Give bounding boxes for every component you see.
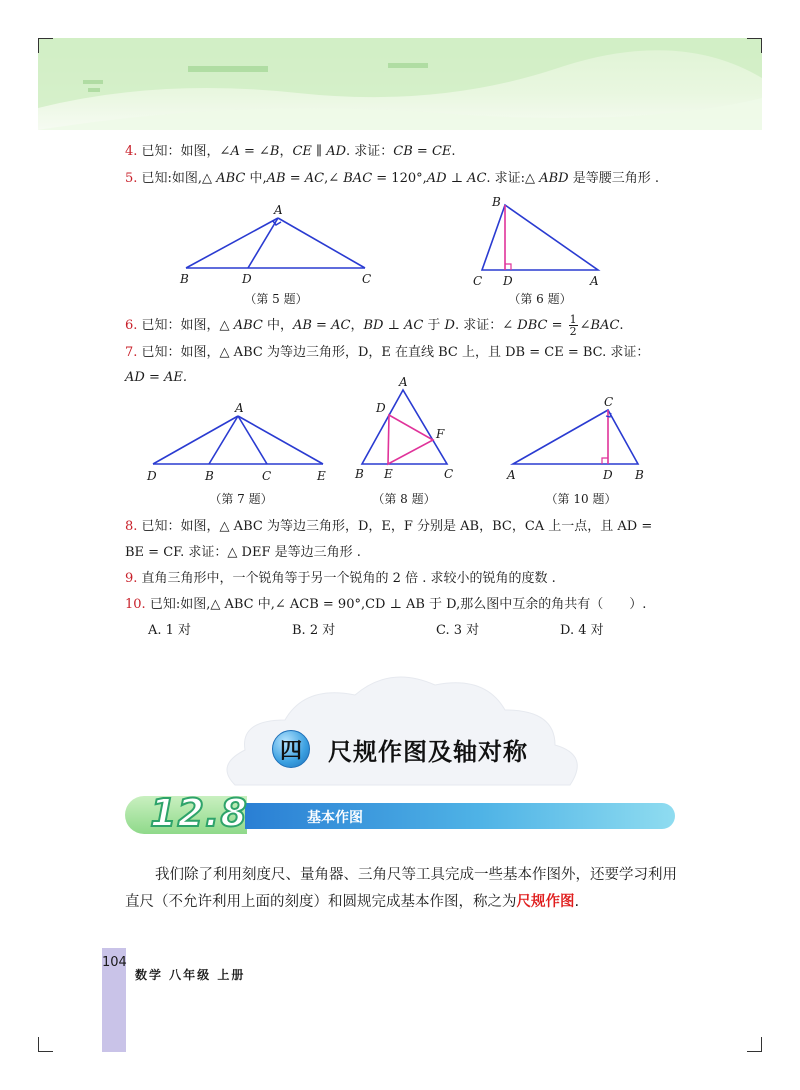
problem-7-line-2: AD = AE.	[125, 370, 187, 385]
var: AD	[326, 144, 347, 159]
fig7-label: E	[317, 469, 326, 483]
var: A	[230, 144, 240, 159]
text: =	[311, 318, 332, 333]
text: 已知:如图,△ ABC 中,∠ ACB = 90°,CD ⊥ AB 于 D,那么图中互余的角共有（ ）.	[149, 597, 647, 612]
fig5-label: D	[242, 272, 252, 286]
fig8-label: F	[436, 427, 445, 441]
text: 于	[423, 318, 445, 333]
problem-number: 4.	[125, 144, 138, 159]
fig5-label: B	[180, 272, 189, 286]
page-number: 104	[102, 955, 127, 970]
var: AC	[403, 318, 424, 333]
var: B	[269, 144, 280, 159]
var: CE	[431, 144, 452, 159]
figure-6-caption: （第 6 题）	[508, 292, 572, 306]
fig5-line-ab	[186, 218, 278, 268]
text: = 120°,	[372, 171, 427, 186]
fig6-label: B	[492, 195, 501, 209]
subsection-title: 基本作图	[307, 810, 363, 826]
fig6-label: A	[590, 274, 599, 288]
figure-10	[505, 396, 655, 486]
denominator: 2	[569, 325, 577, 338]
text: 已知：如图，△ ABC 为等边三角形，D，E，F 分别是 AB，BC，CA 上一点，且 AD =	[141, 519, 653, 534]
fig8-label: B	[355, 467, 364, 481]
text: 直角三角形中，一个锐角等于另一个锐角的 2 倍 . 求较小的锐角的度数 .	[141, 571, 556, 586]
option-a: A. 1 对	[148, 623, 192, 638]
problem-6	[125, 314, 624, 337]
figure-8	[352, 376, 462, 486]
paragraph-end: .	[574, 894, 580, 910]
problem-8-line-2: BE = CF. 求证：△ DEF 是等边三角形 .	[125, 545, 361, 560]
var: ABD	[539, 171, 569, 186]
problem-number: 5.	[125, 171, 138, 186]
var: D	[444, 318, 455, 333]
problem-5	[125, 169, 659, 189]
text: =	[547, 318, 567, 333]
problem-8-line-1	[125, 517, 652, 537]
problem-number: 7.	[125, 345, 138, 360]
option-d: D. 4 对	[560, 623, 604, 638]
option-c: C. 3 对	[436, 623, 480, 638]
section-title: 尺规作图及轴对称	[328, 737, 528, 766]
var: AC	[331, 318, 351, 333]
figure-10-caption: （第 10 题）	[545, 492, 617, 506]
text: ，	[350, 318, 364, 333]
crop-mark	[38, 38, 53, 53]
fig7-label: C	[262, 469, 272, 483]
text: =	[412, 144, 432, 159]
text: . 求证：	[346, 144, 394, 159]
crop-mark	[38, 1037, 53, 1052]
fig6-label: C	[473, 274, 483, 288]
figure-7	[145, 400, 335, 485]
fig10-label: D	[603, 468, 613, 482]
fig5-label: A	[274, 203, 283, 217]
section-heading	[272, 730, 528, 768]
text: .	[619, 318, 624, 333]
problem-4	[125, 142, 456, 162]
text: 中，	[262, 318, 293, 333]
text: . 求证:△	[486, 171, 540, 186]
figure-5	[180, 205, 380, 285]
fig10-label: C	[604, 395, 614, 409]
fig10-label: B	[635, 468, 644, 482]
text: . 求证：∠	[454, 318, 518, 333]
text: ⊥	[446, 171, 468, 186]
text: 已知：如图，△ ABC 为等边三角形，D，E 在直线 BC 上，且 DB = CE = BC. 求证：	[141, 345, 650, 360]
fig7-label: B	[205, 469, 214, 483]
text: ∠	[579, 318, 591, 333]
crop-mark	[747, 38, 762, 53]
fig7-line-ad	[153, 416, 238, 464]
fig7-line-ab	[209, 416, 238, 464]
figure-7-caption: （第 7 题）	[209, 492, 273, 506]
fig10-label: A	[507, 468, 516, 482]
fig10-right-angle	[602, 458, 608, 464]
figure-6	[470, 195, 610, 290]
fig8-triangle-def	[388, 415, 433, 464]
fig5-line-ac	[278, 218, 365, 268]
fig7-line-ae	[238, 416, 323, 464]
fig7-label: A	[235, 401, 244, 415]
var: CE	[292, 144, 312, 159]
highlight-term: 尺规作图	[516, 894, 575, 910]
var: CB	[393, 144, 413, 159]
fig5-label: C	[362, 272, 372, 286]
var: BAC	[590, 318, 620, 333]
problem-number: 8.	[125, 519, 138, 534]
figure-5-caption: （第 5 题）	[244, 292, 308, 306]
paragraph-text: 我们除了利用刻度尺、量角器、三角尺等工具完成一些基本作图外，还要学习利用直尺（不允许利用上面的刻度）和圆规完成基本作图，称之为	[125, 867, 677, 910]
var: ABC	[216, 171, 246, 186]
header-banner	[38, 38, 762, 130]
text: ∥	[311, 144, 327, 159]
var: AB	[266, 171, 286, 186]
crop-mark	[747, 1037, 762, 1052]
var: BD	[363, 318, 384, 333]
text: = ∠	[239, 144, 270, 159]
problem-7-line-1	[125, 343, 649, 363]
fig8-label: C	[444, 467, 454, 481]
fig10-triangle	[513, 410, 638, 464]
text: 中,	[245, 171, 267, 186]
text: ,∠	[324, 171, 344, 186]
banner-decoration	[38, 38, 762, 130]
text: 已知：如图，△	[141, 318, 234, 333]
fig7-line-ac	[238, 416, 267, 464]
option-b: B. 2 对	[292, 623, 336, 638]
problem-number: 6.	[125, 318, 138, 333]
fig8-label: E	[384, 467, 393, 481]
subsection-bar	[245, 803, 675, 829]
fig7-label: D	[147, 469, 157, 483]
text: 已知:如图,△	[141, 171, 217, 186]
subsection-number: 12.8	[150, 791, 248, 835]
var: DBC	[517, 318, 548, 333]
var: ABC	[233, 318, 263, 333]
var: BAC	[343, 171, 373, 186]
text: =	[285, 171, 305, 186]
text: 已知：如图，∠	[141, 144, 231, 159]
text: ，	[279, 144, 293, 159]
fig6-triangle	[482, 205, 598, 270]
numerator: 1	[569, 313, 577, 326]
problem-number: 9.	[125, 571, 138, 586]
problem-10	[125, 595, 646, 615]
fig8-triangle-abc	[362, 390, 447, 464]
var: AD	[426, 171, 447, 186]
var: AB	[292, 318, 312, 333]
text: ⊥	[383, 318, 404, 333]
figure-8-caption: （第 8 题）	[372, 492, 436, 506]
section-badge: 四	[272, 730, 310, 768]
fig6-right-angle	[505, 264, 511, 270]
book-footer: 数学 八年级 上册	[135, 968, 246, 982]
fraction	[569, 314, 578, 337]
text: .	[451, 144, 456, 159]
intro-paragraph	[125, 862, 680, 916]
fig8-label: A	[399, 375, 408, 389]
var: AC	[304, 171, 325, 186]
var: AC	[467, 171, 487, 186]
problem-number: 10.	[125, 597, 146, 612]
text: 是等腰三角形 .	[568, 171, 659, 186]
fig8-label: D	[376, 401, 386, 415]
problem-9	[125, 569, 556, 589]
fig6-label: D	[503, 274, 513, 288]
